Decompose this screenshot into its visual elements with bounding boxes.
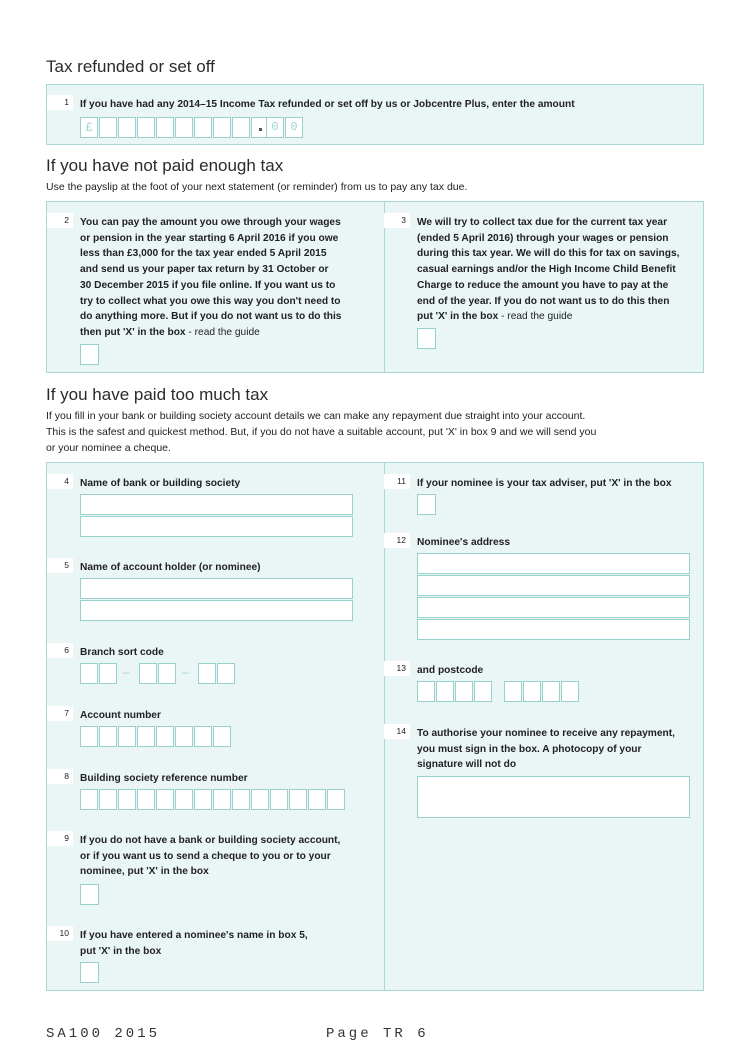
question-13-text: and postcode <box>417 665 484 676</box>
panel-tax-refunded <box>46 84 704 145</box>
sort-code-digit-5[interactable] <box>198 663 216 684</box>
postcode-cell-4[interactable] <box>474 681 492 702</box>
question-number: 7 <box>47 706 73 721</box>
question-11-text: If your nominee is your tax adviser, put 'X' in the box <box>417 478 672 489</box>
postcode-cell-1[interactable] <box>417 681 435 702</box>
signature-box[interactable] <box>417 776 690 818</box>
sort-code-digit-2[interactable] <box>99 663 117 684</box>
amount-digit-2[interactable] <box>118 117 136 138</box>
amount-digit-7[interactable] <box>213 117 231 138</box>
question-number: 8 <box>47 769 73 784</box>
question-7-text: Account number <box>80 710 161 721</box>
account-number-digit-7[interactable] <box>194 726 212 747</box>
panel-paid-too-much <box>46 462 704 991</box>
amount-digit-1[interactable] <box>99 117 117 138</box>
account-holder-line-1[interactable] <box>80 578 353 599</box>
postcode-cell-3[interactable] <box>455 681 473 702</box>
currency-cell: £ <box>80 117 98 138</box>
question-number: 1 <box>47 95 73 110</box>
nominee-address-line-3[interactable] <box>417 597 690 618</box>
question-number: 13 <box>384 661 410 676</box>
pence-digit-2[interactable]: 0 <box>285 117 303 138</box>
section-heading-not-paid-enough: If you have not paid enough tax <box>46 156 284 175</box>
question-11-x-box[interactable] <box>417 494 436 515</box>
question-number: 3 <box>384 213 410 228</box>
postcode-cell-5[interactable] <box>504 681 522 702</box>
reference-cell-14[interactable] <box>327 789 345 810</box>
question-8-text: Building society reference number <box>80 773 248 784</box>
reference-cell-11[interactable] <box>270 789 288 810</box>
bank-name-line-1[interactable] <box>80 494 353 515</box>
question-9-text: If you do not have a bank or building society account, or if you want us to send a cheque to you or to your nominee, put 'X' in the box <box>80 835 341 878</box>
postcode-cell-2[interactable] <box>436 681 454 702</box>
question-number: 11 <box>384 474 410 489</box>
question-1-text: If you have had any 2014–15 Income Tax refunded or set off by us or Jobcentre Plus, enter the amount <box>80 99 575 110</box>
question-12-text: Nominee's address <box>417 537 511 548</box>
reference-cell-7[interactable] <box>194 789 212 810</box>
nominee-address-line-4[interactable] <box>417 619 690 640</box>
sort-code-digit-1[interactable] <box>80 663 98 684</box>
account-number-digit-3[interactable] <box>118 726 136 747</box>
amount-digit-4[interactable] <box>156 117 174 138</box>
section-intro: Use the payslip at the foot of your next statement (or reminder) from us to pay any tax due. <box>46 181 468 193</box>
question-number: 9 <box>47 831 73 846</box>
sort-code-separator: – <box>123 665 130 679</box>
reference-cell-3[interactable] <box>118 789 136 810</box>
reference-cell-9[interactable] <box>232 789 250 810</box>
amount-digit-5[interactable] <box>175 117 193 138</box>
account-number-digit-4[interactable] <box>137 726 155 747</box>
account-number-digit-5[interactable] <box>156 726 174 747</box>
sort-code-digit-4[interactable] <box>158 663 176 684</box>
account-holder-line-2[interactable] <box>80 600 353 621</box>
question-2-x-box[interactable] <box>80 344 99 365</box>
account-number-digit-2[interactable] <box>99 726 117 747</box>
question-2-text: You can pay the amount you owe through your wages or pension in the year starting 6 April 2016 if you owe less than £3,000 for the tax year ended 5 April 2015 and send us your paper tax return by 31 October or 30 December 2015 if you file online. If you want us to try to collect what you owe this way you don't need to do anything more. But if you do not want us to do this then put 'X' in the box - read the guide <box>80 217 342 338</box>
amount-digit-3[interactable] <box>137 117 155 138</box>
question-number: 10 <box>47 926 73 941</box>
sort-code-separator: – <box>182 665 189 679</box>
account-number-digit-1[interactable] <box>80 726 98 747</box>
question-6-text: Branch sort code <box>80 647 164 658</box>
section-intro: If you fill in your bank or building society account details we can make any repayment due straight into your account. This is the safest and quickest method. But, if you do not have a suitable account, put 'X' in box 9 and we will send you or your nominee a cheque. <box>46 410 597 454</box>
question-9-x-box[interactable] <box>80 884 99 905</box>
question-4-text: Name of bank or building society <box>80 478 241 489</box>
section-heading-paid-too-much: If you have paid too much tax <box>46 385 269 404</box>
nominee-address-line-2[interactable] <box>417 575 690 596</box>
reference-cell-2[interactable] <box>99 789 117 810</box>
question-number: 14 <box>384 724 410 739</box>
reference-cell-12[interactable] <box>289 789 307 810</box>
question-number: 12 <box>384 533 410 548</box>
sort-code-digit-6[interactable] <box>217 663 235 684</box>
account-number-digit-6[interactable] <box>175 726 193 747</box>
panel-not-paid-enough <box>46 201 704 373</box>
reference-cell-13[interactable] <box>308 789 326 810</box>
question-number: 6 <box>47 643 73 658</box>
question-3-text: We will try to collect tax due for the current tax year (ended 5 April 2016) through your wages or pension during this tax year. We will do this for tax on savings, casual earnings and/or the High Income Child Benefit Charge to reduce the amount you have to pay at the end of the year. If you do not want us to do this then put 'X' in the box - read the guide <box>417 217 680 323</box>
reference-cell-5[interactable] <box>156 789 174 810</box>
question-5-text: Name of account holder (or nominee) <box>80 562 261 573</box>
decimal-point <box>259 128 262 131</box>
bank-name-line-2[interactable] <box>80 516 353 537</box>
section-heading-tax-refunded: Tax refunded or set off <box>46 57 215 76</box>
question-10-x-box[interactable] <box>80 962 99 983</box>
amount-digit-8[interactable] <box>232 117 250 138</box>
question-number: 4 <box>47 474 73 489</box>
reference-cell-4[interactable] <box>137 789 155 810</box>
reference-cell-10[interactable] <box>251 789 269 810</box>
account-number-digit-8[interactable] <box>213 726 231 747</box>
question-10-text: If you have entered a nominee's name in box 5, put 'X' in the box <box>80 930 308 957</box>
postcode-cell-7[interactable] <box>542 681 560 702</box>
reference-cell-8[interactable] <box>213 789 231 810</box>
reference-cell-6[interactable] <box>175 789 193 810</box>
postcode-cell-6[interactable] <box>523 681 541 702</box>
form-identifier: SA100 2015 <box>46 1026 161 1042</box>
question-number: 2 <box>47 213 73 228</box>
question-3-x-box[interactable] <box>417 328 436 349</box>
question-number: 5 <box>47 558 73 573</box>
pence-digit-1[interactable]: 0 <box>266 117 284 138</box>
reference-cell-1[interactable] <box>80 789 98 810</box>
amount-digit-6[interactable] <box>194 117 212 138</box>
sort-code-digit-3[interactable] <box>139 663 157 684</box>
postcode-cell-8[interactable] <box>561 681 579 702</box>
nominee-address-line-1[interactable] <box>417 553 690 574</box>
page-number: Page TR 6 <box>326 1026 429 1042</box>
question-14-text: To authorise your nominee to receive any repayment, you must sign in the box. A photocopy of your signature will not do <box>417 728 675 771</box>
